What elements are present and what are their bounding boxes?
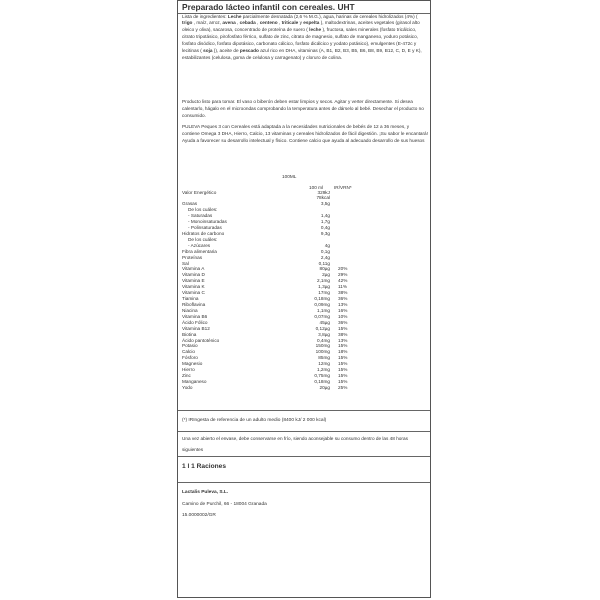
nutrient-ir: 15% (338, 373, 348, 379)
nutrient-value: 0,75mg (314, 373, 330, 379)
nutrient-label: Niacina (182, 307, 198, 313)
nutrient-ir: 15% (338, 343, 348, 349)
nutrient-label: Riboflavina (182, 301, 206, 307)
nutrient-value: 20µg (319, 384, 330, 390)
nutrient-ir: 38% (338, 331, 348, 337)
nutrient-ir: 15% (338, 361, 348, 367)
allergen: triticale (281, 20, 299, 26)
nutrient-label: De los cuáles: (188, 236, 218, 242)
nutrient-label: De los cuáles: (188, 207, 218, 213)
nutrient-label: Proteínas (182, 254, 203, 260)
nutrient-value: 100mg (315, 349, 330, 355)
column-header-ir: IR/VRN* (334, 184, 352, 190)
nutrient-label: Zinc (182, 373, 191, 379)
nutrient-label: Magnesio (182, 361, 203, 367)
nutrient-value: 1,3µg (318, 284, 330, 290)
nutrient-ir: 10% (338, 313, 348, 319)
product-description: PULEVA Peques 3 con Cereales está adaptada a la necesidades nutricionales de bebés de 12 a 36 meses, y contiene Omega 3 DHA, Hierro, Calcio, 13 vitaminas y cereales hidrolizados de fácil digestión. ¡Su sabor le encantará! Ayuda a favorecer su desarrollo intelectual y físico. Contiene calcio que ayuda al adecuado desarrollo de sus huesos (182, 124, 428, 143)
nutrient-label: Vitamina K (182, 284, 205, 290)
nutrient-label: Grasas (182, 201, 198, 207)
nutrient-value: 0,11g (318, 260, 330, 266)
registry-number: 15.0000002/GR (182, 513, 216, 518)
nutrient-label: Calcio (182, 349, 196, 355)
nutrient-ir: 15% (338, 367, 348, 373)
nutrient-ir: 36% (338, 296, 348, 302)
nutrient-ir: 29% (338, 272, 348, 278)
nutrient-value: 12mg (318, 361, 330, 367)
nutrient-label: Ácido pantoténico (182, 337, 220, 343)
net-quantity (182, 463, 226, 470)
footnote-divider (178, 431, 430, 432)
nutrient-label: Vitamina B6 (182, 313, 208, 319)
nutrient-ir: 18% (338, 349, 348, 355)
nutrient-ir: 15% (338, 378, 348, 384)
nutrient-label: Yodo (182, 384, 193, 390)
nutrient-value: 0,4g (320, 225, 330, 231)
nutrient-label: Hierro (182, 367, 195, 373)
nutrient-value: 2µg (322, 272, 330, 278)
nutrient-label: - Monoinsaturadas (188, 219, 227, 225)
nutrient-label: Vitamina D (182, 272, 205, 278)
ingredients-label: Lista de ingredientes: (182, 13, 228, 19)
nutrient-ir: 15% (338, 325, 348, 331)
nutrient-value: 329kJ (317, 189, 330, 195)
ingredients-text: Lista de ingredientes: Leche parcialmente desnatada (2,6 % M.G.), agua, harinas de cereales hidrolizados (4%) ( trigo , maíz, arroz, avena , cebada , centeno , triticale y espelta ), maltodextrinas, aceites vegetales (girasol alto oleico y oliva), sacarosa, concentrado de proteína de suero ( leche ), fructosa, sales minerales (fosfato tricálcico, citrato tripotásico, pirofosfato férrico, sulfato de zinc, citrato de magnesio, sulfato de manganeso, yoduro potásico, fosfato disódico, fosfato dipotásico, carbonato cálcico, fosfato dicálcico y yodato potásico), emulgentes (E-472c y lecitinas ( soja )), aceite de pescado azul rico en DHA, vitaminas (A, B1, B2, B3, B5, B6, B8, B9, B12, C, D, E y K), estabilizantes (celulosa, goma de celulosa y carragenato) y cloruro de colina. (182, 13, 422, 60)
nutrient-ir: 42% (338, 278, 348, 284)
nutrient-label: Potasio (182, 343, 198, 349)
product-title: Preparado lácteo infantil con cereales. UHT (182, 2, 355, 12)
column-header-100ml: 100 ml (309, 184, 324, 190)
nutrient-value: 1,1mg (316, 307, 330, 313)
nutrient-ir: 13% (338, 337, 348, 343)
nutrient-label: Vitamina A (182, 266, 205, 272)
servings-count: 1 Raciones (189, 463, 226, 470)
product-label-card (177, 0, 431, 598)
nutrient-value: 0,12µg (315, 325, 330, 331)
nutrient-value: 2,4g (320, 254, 330, 260)
nutrient-value: 0,18mg (314, 378, 330, 384)
nutrient-value: 45µg (319, 319, 330, 325)
nutrient-ir: 36% (338, 319, 348, 325)
nutrient-value: 150mg (315, 343, 330, 349)
nutrient-ir: 25% (338, 384, 348, 390)
nutrient-label: Sal (182, 260, 189, 266)
nutrient-value: 3,8µg (318, 331, 330, 337)
nutrient-label: - Polinsaturadas (188, 225, 222, 231)
nutrient-label: - Azúcares (188, 242, 211, 248)
nutrient-value: 0,09mg (314, 301, 330, 307)
nutrient-label: - Saturadas (188, 213, 213, 219)
nutrient-value: 80µg (319, 266, 330, 272)
allergen: leche (309, 27, 322, 33)
nutrient-value: 1,2mg (316, 367, 330, 373)
nutrient-label: Biotina (182, 331, 197, 337)
preparation-instructions: Producto listo para tomar. El vaso o biberón deben estar limpios y secos. Agitar y verter directamente. Si desea calentarlo, hágalo en el microondas comprobando la temperatura antes de dárselo al bebé. Desechar el producto no consumido. (182, 99, 424, 118)
nutrient-label: Vitamina C (182, 290, 205, 296)
nutrient-label: Ácido Fólico (182, 319, 208, 325)
table-divider (178, 410, 430, 411)
nutrient-value: 2,1mg (316, 278, 330, 284)
portion-size: 100ML (282, 174, 297, 179)
nutrient-label: Valor Energético (182, 189, 217, 195)
nutrient-ir: 11% (338, 284, 348, 290)
allergen: trigo (182, 20, 193, 26)
storage-instructions: Una vez abierto el envase, debe conservarse en frío, siendo aconsejable su consumo dentro de las 48 horas siguientes (182, 436, 408, 452)
nutrient-value: 0,1g (320, 248, 330, 254)
nutrient-value: 9,3g (320, 230, 330, 236)
company-name: Lactalis Puleva, S.L. (182, 490, 229, 495)
nutrient-ir: 38% (338, 290, 348, 296)
allergen: espelta (303, 20, 320, 26)
nutrient-value: 0,18mg (314, 296, 330, 302)
nutrient-value: 1,4g (320, 213, 330, 219)
nutrient-value: 17mg (318, 290, 330, 296)
allergen: centeno (259, 20, 278, 26)
nutrient-label: Hidratos de carbono (182, 230, 225, 236)
allergen: soja (203, 48, 213, 54)
company-address: Camino de Purchil, 66 - 18004 Granada (182, 502, 267, 507)
nutrient-value: 78kcal (316, 195, 330, 201)
nutrient-label: Tiamina (182, 296, 199, 302)
allergen: cebada (239, 20, 256, 26)
quantity-value: 1 l (182, 463, 190, 470)
nutrient-label: Vitamina B12 (182, 325, 210, 331)
nutrient-ir: 13% (338, 301, 348, 307)
nutrient-ir: 16% (338, 307, 348, 313)
storage-divider (178, 456, 430, 457)
reference-footnote: (*) IRIngesta de referencia de un adulto medio (8400 kJ/ 2 000 kcal) (182, 418, 327, 423)
allergen: Leche (227, 13, 242, 19)
nutrient-value: 3,5g (320, 201, 330, 207)
allergen: pescado (239, 48, 259, 54)
nutrient-label: Fibra alimentaria (182, 248, 217, 254)
nutrient-value: 85mg (318, 355, 330, 361)
quantity-divider (178, 482, 430, 483)
nutrient-ir: 15% (338, 355, 348, 361)
nutrient-label: Vitamina E (182, 278, 205, 284)
nutrient-value: 0,07mg (314, 313, 330, 319)
allergen: avena (222, 20, 236, 26)
nutrient-ir: 20% (338, 266, 348, 272)
nutrient-value: 1,7g (320, 219, 330, 225)
nutrient-value: 0,4mg (316, 337, 330, 343)
nutrient-label: Fósforo (182, 355, 198, 361)
nutrient-value: 4g (324, 242, 330, 248)
nutrient-label: Manganeso (182, 378, 207, 384)
